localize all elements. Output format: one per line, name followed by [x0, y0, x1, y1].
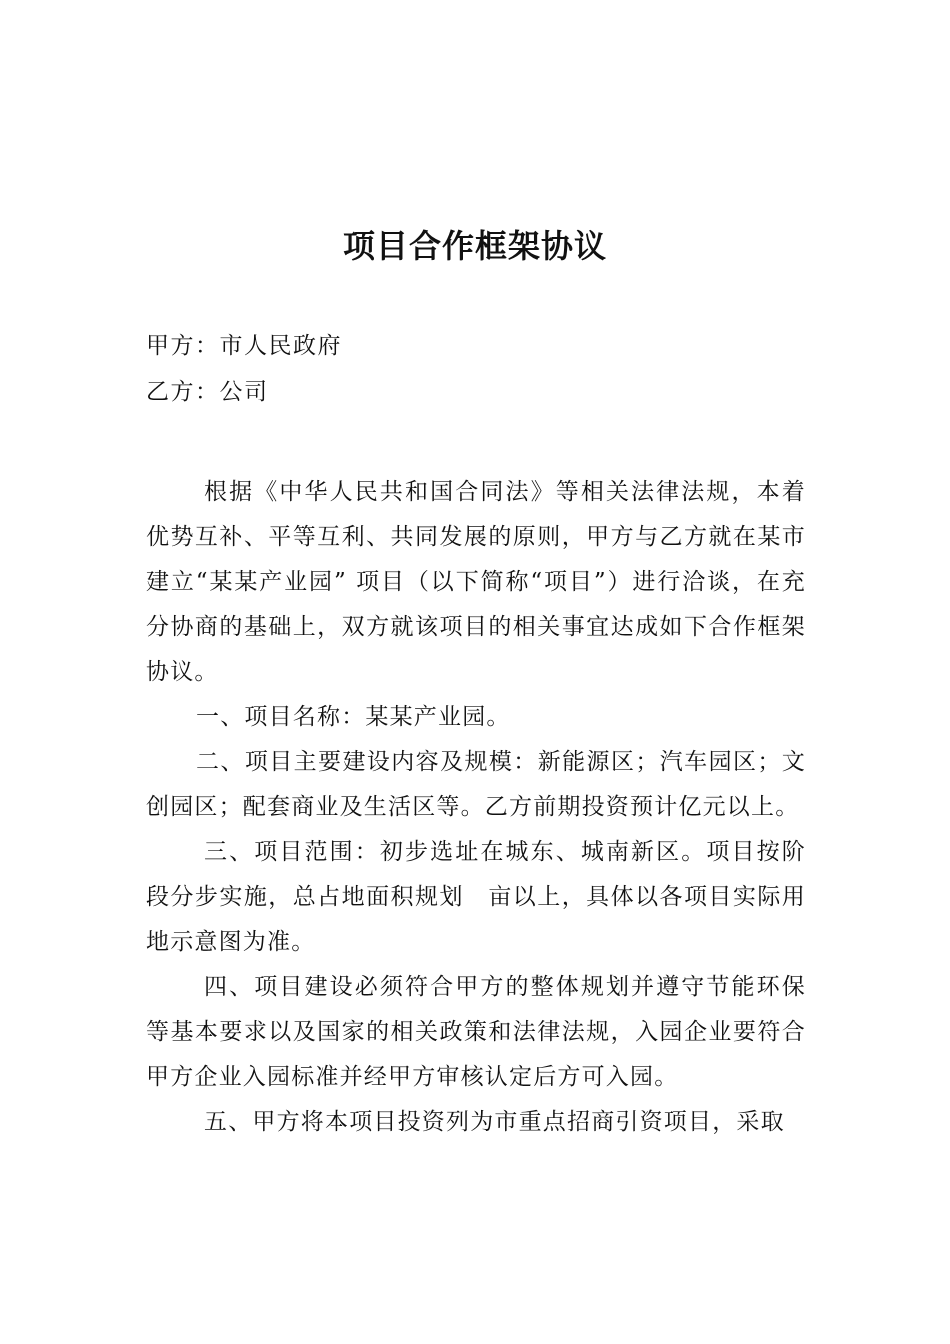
clause-3-project-range: 三、项目范围：初步选址在城东、城南新区。项目按阶段分步实施，总占地面积规划 亩以上，具体以各项目实际用地示意图为准。	[146, 839, 806, 955]
clause-5-investment-priority: 五、甲方将本项目投资列为市重点招商引资项目，采取	[204, 1109, 785, 1135]
party-a-line: 甲方：市人民政府	[146, 333, 342, 359]
clause-2-construction-scope: 二、项目主要建设内容及规模：新能源区；汽车园区；文创园区；配套商业及生活区等。乙方前期投资预计亿元以上。	[146, 749, 806, 820]
agreement-body	[146, 470, 806, 1145]
party-b-line: 乙方：公司	[146, 379, 269, 405]
clause-1-project-name: 一、项目名称：某某产业园。	[196, 704, 511, 730]
document-title: 项目合作框架协议	[342, 227, 607, 265]
preamble-paragraph: 根据《中华人民共和国合同法》等相关法律法规，本着优势互补、平等互利、共同发展的原则，甲方与乙方就在某市建立“某某产业园” 项目（以下简称“项目”）进行洽谈，在充分协商的基础上，双方就该项目的相关事宜达成如下合作框架协议。	[146, 479, 806, 685]
clause-4-requirements: 四、项目建设必须符合甲方的整体规划并遵守节能环保等基本要求以及国家的相关政策和法律法规，入园企业要符合甲方企业入园标准并经甲方审核认定后方可入园。	[146, 974, 806, 1090]
